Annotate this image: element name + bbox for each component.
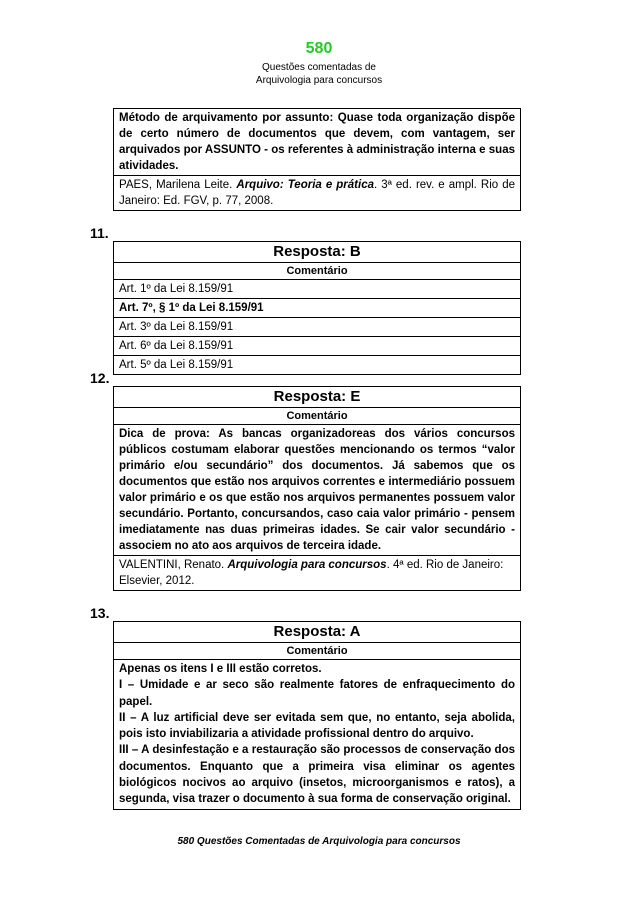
q13-answer: Resposta: A [273,623,361,640]
question-12-box [113,386,521,591]
q12-comment-label: Comentário [114,407,520,424]
q11-item-2: Art. 7º, § 1º da Lei 8.159/91 [114,298,520,317]
question-12-number: 12. [90,370,110,386]
q12-ref-author: VALENTINI, Renato. [119,559,228,571]
q12-comment: Dica de prova: As bancas organizadoreas dos vários concursos públicos costumam elaborar questões mencionando os termos “valor primário e/ou secundário” dos documentos. Já sabemos que os documentos que estão nos arquivos correntes e intermediário possuem valor primário e os que estão nos arquivos permanentes possuem valor secundário. Portanto, concursandos, caso caia valor primário - pensem imediatamente nas duas primeiras idades. Se cair valor secundário - associem no ato aos arquivos de terceira idade. [114,424,520,555]
subtitle-line-1: Questões comentadas de [262,62,376,73]
question-13-number: 13. [90,605,110,621]
q11-item-3: Art. 3º da Lei 8.159/91 [114,317,520,336]
question-13-box [113,621,521,810]
top-quote-box [113,108,521,211]
q13-paragraph-4: III – A desinfestação e a restauração são processos de conservação dos documentos. Enquanto que a primeira visa eliminar os agentes biológicos nocivos ao arquivo (insetos, microorganismos e ratos), a segunda, visa trazer o documento à sua forma de conservação original. [119,744,515,806]
quote-text: Método de arquivamento por assunto: Quase toda organização dispõe de certo número de documentos que devem, com vantagem, ser arquivados por ASSUNTO - os referentes à administração interna e suas atividades. [119,112,515,172]
q12-ref-rest: . 4ª ed. Rio de Janeiro: Elsevier, 2012. [119,559,504,587]
page-footer: 580 Questões Comentadas de Arquivologia para concursos [177,836,461,847]
q12-reference [114,555,520,590]
q11-comment-label: Comentário [114,262,520,279]
question-11-number: 11. [90,225,109,241]
q11-item-4: Art. 6º da Lei 8.159/91 [114,336,520,355]
ref-title: Arquivo: Teoria e prática [236,179,374,191]
page-number: 580 [305,40,333,57]
q13-paragraph-3: II – A luz artificial deve ser evitada sem que, no entanto, seja abolida, pois isto inviabilizaria a atividade profissional dentro do arquivo. [119,711,515,741]
q12-ref-title: Arquivologia para concursos [227,559,387,571]
subtitle-line-2: Arquivologia para concursos [255,75,383,86]
q13-comment [114,659,520,809]
q11-answer: Resposta: B [273,243,361,260]
q13-comment-label: Comentário [114,642,520,659]
q13-paragraph-1: Apenas os itens I e III estão corretos. [119,663,322,675]
ref-rest: . 3ª ed. rev. e ampl. Rio de Janeiro: Ed. FGV, p. 77, 2008. [119,179,515,207]
question-11-box [113,241,521,375]
page-header [0,40,638,87]
ref-author: PAES, Marilena Leite. [119,179,237,191]
quote-reference [114,175,520,210]
q12-answer: Resposta: E [273,388,361,405]
q13-paragraph-2: I – Umidade e ar seco são realmente fatores de enfraquecimento do papel. [119,679,515,708]
q11-item-5: Art. 5º da Lei 8.159/91 [114,355,520,374]
q11-item-1: Art. 1º da Lei 8.159/91 [114,279,520,298]
